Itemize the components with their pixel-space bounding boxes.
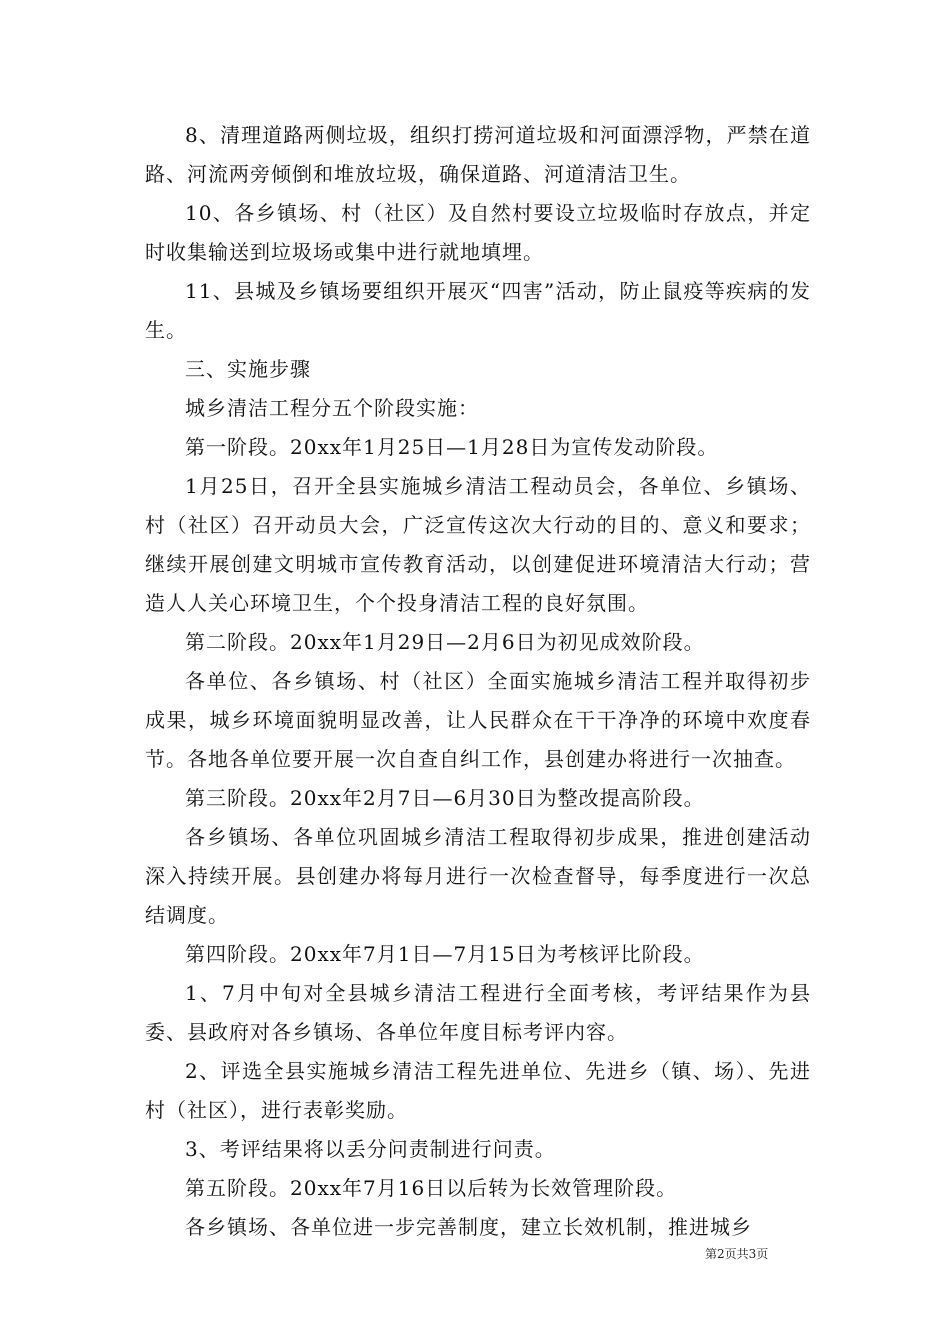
stage-one-body: 1月25日，召开全县实施城乡清洁工程动员会，各单位、乡镇场、村（社区）召开动员大会，广泛宣传这次大行动的目的、意义和要求；继续开展创建文明城市宣传教育活动，以创建促进环境清洁大行动；营造人人关心环境卫生，个个投身清洁工程的良好氛围。: [145, 474, 811, 615]
section-heading-implementation-steps: 三、实施步骤: [185, 357, 311, 381]
stage-two-body: 各单位、各乡镇场、村（社区）全面实施城乡清洁工程并取得初步成果，城乡环境面貌明显改善，让人民群众在干干净净的环境中欢度春节。各地各单位要开展一次自查自纠工作，县创建办将进行一次抽查。: [145, 669, 811, 771]
stage-three-body: 各乡镇场、各单位巩固城乡清洁工程取得初步成果，推进创建活动深入持续开展。县创建办将每月进行一次检查督导，每季度进行一次总结调度。: [145, 825, 811, 927]
stage-four-item-2: 2、评选全县实施城乡清洁工程先进单位、先进乡（镇、场）、先进村（社区），进行表彰奖励。: [145, 1059, 811, 1122]
paragraph-item-10: 10、各乡镇场、村（社区）及自然村要设立垃圾临时存放点，并定时收集输送到垃圾场或集中进行就地填埋。: [145, 201, 811, 264]
paragraph-item-11: 11、县城及乡镇场要组织开展灭“四害”活动，防止鼠疫等疾病的发生。: [145, 279, 811, 342]
stage-two-heading: 第二阶段。20xx年1月29日—2月6日为初见成效阶段。: [185, 630, 705, 654]
stage-five-body: 各乡镇场、各单位进一步完善制度，建立长效机制，推进城乡: [185, 1215, 752, 1239]
stage-four-heading: 第四阶段。20xx年7月1日—7月15日为考核评比阶段。: [185, 942, 705, 966]
stage-three-heading: 第三阶段。20xx年2月7日—6月30日为整改提高阶段。: [185, 786, 705, 810]
stage-four-item-1: 1、7月中旬对全县城乡清洁工程进行全面考核，考评结果作为县委、县政府对各乡镇场、各单位年度目标考评内容。: [145, 981, 811, 1044]
paragraph-five-stages-intro: 城乡清洁工程分五个阶段实施：: [185, 396, 479, 420]
page-number-footer: 第2页共3页: [705, 1247, 769, 1261]
document-body: [145, 116, 811, 1247]
paragraph-item-8: 8、清理道路两侧垃圾，组织打捞河道垃圾和河面漂浮物，严禁在道路、河流两旁倾倒和堆放垃圾，确保道路、河道清洁卫生。: [145, 123, 811, 186]
stage-four-item-3: 3、考评结果将以丢分问责制进行问责。: [185, 1137, 556, 1161]
stage-one-heading: 第一阶段。20xx年1月25日—1月28日为宣传发动阶段。: [185, 435, 719, 459]
stage-five-heading: 第五阶段。20xx年7月16日以后转为长效管理阶段。: [185, 1176, 678, 1200]
